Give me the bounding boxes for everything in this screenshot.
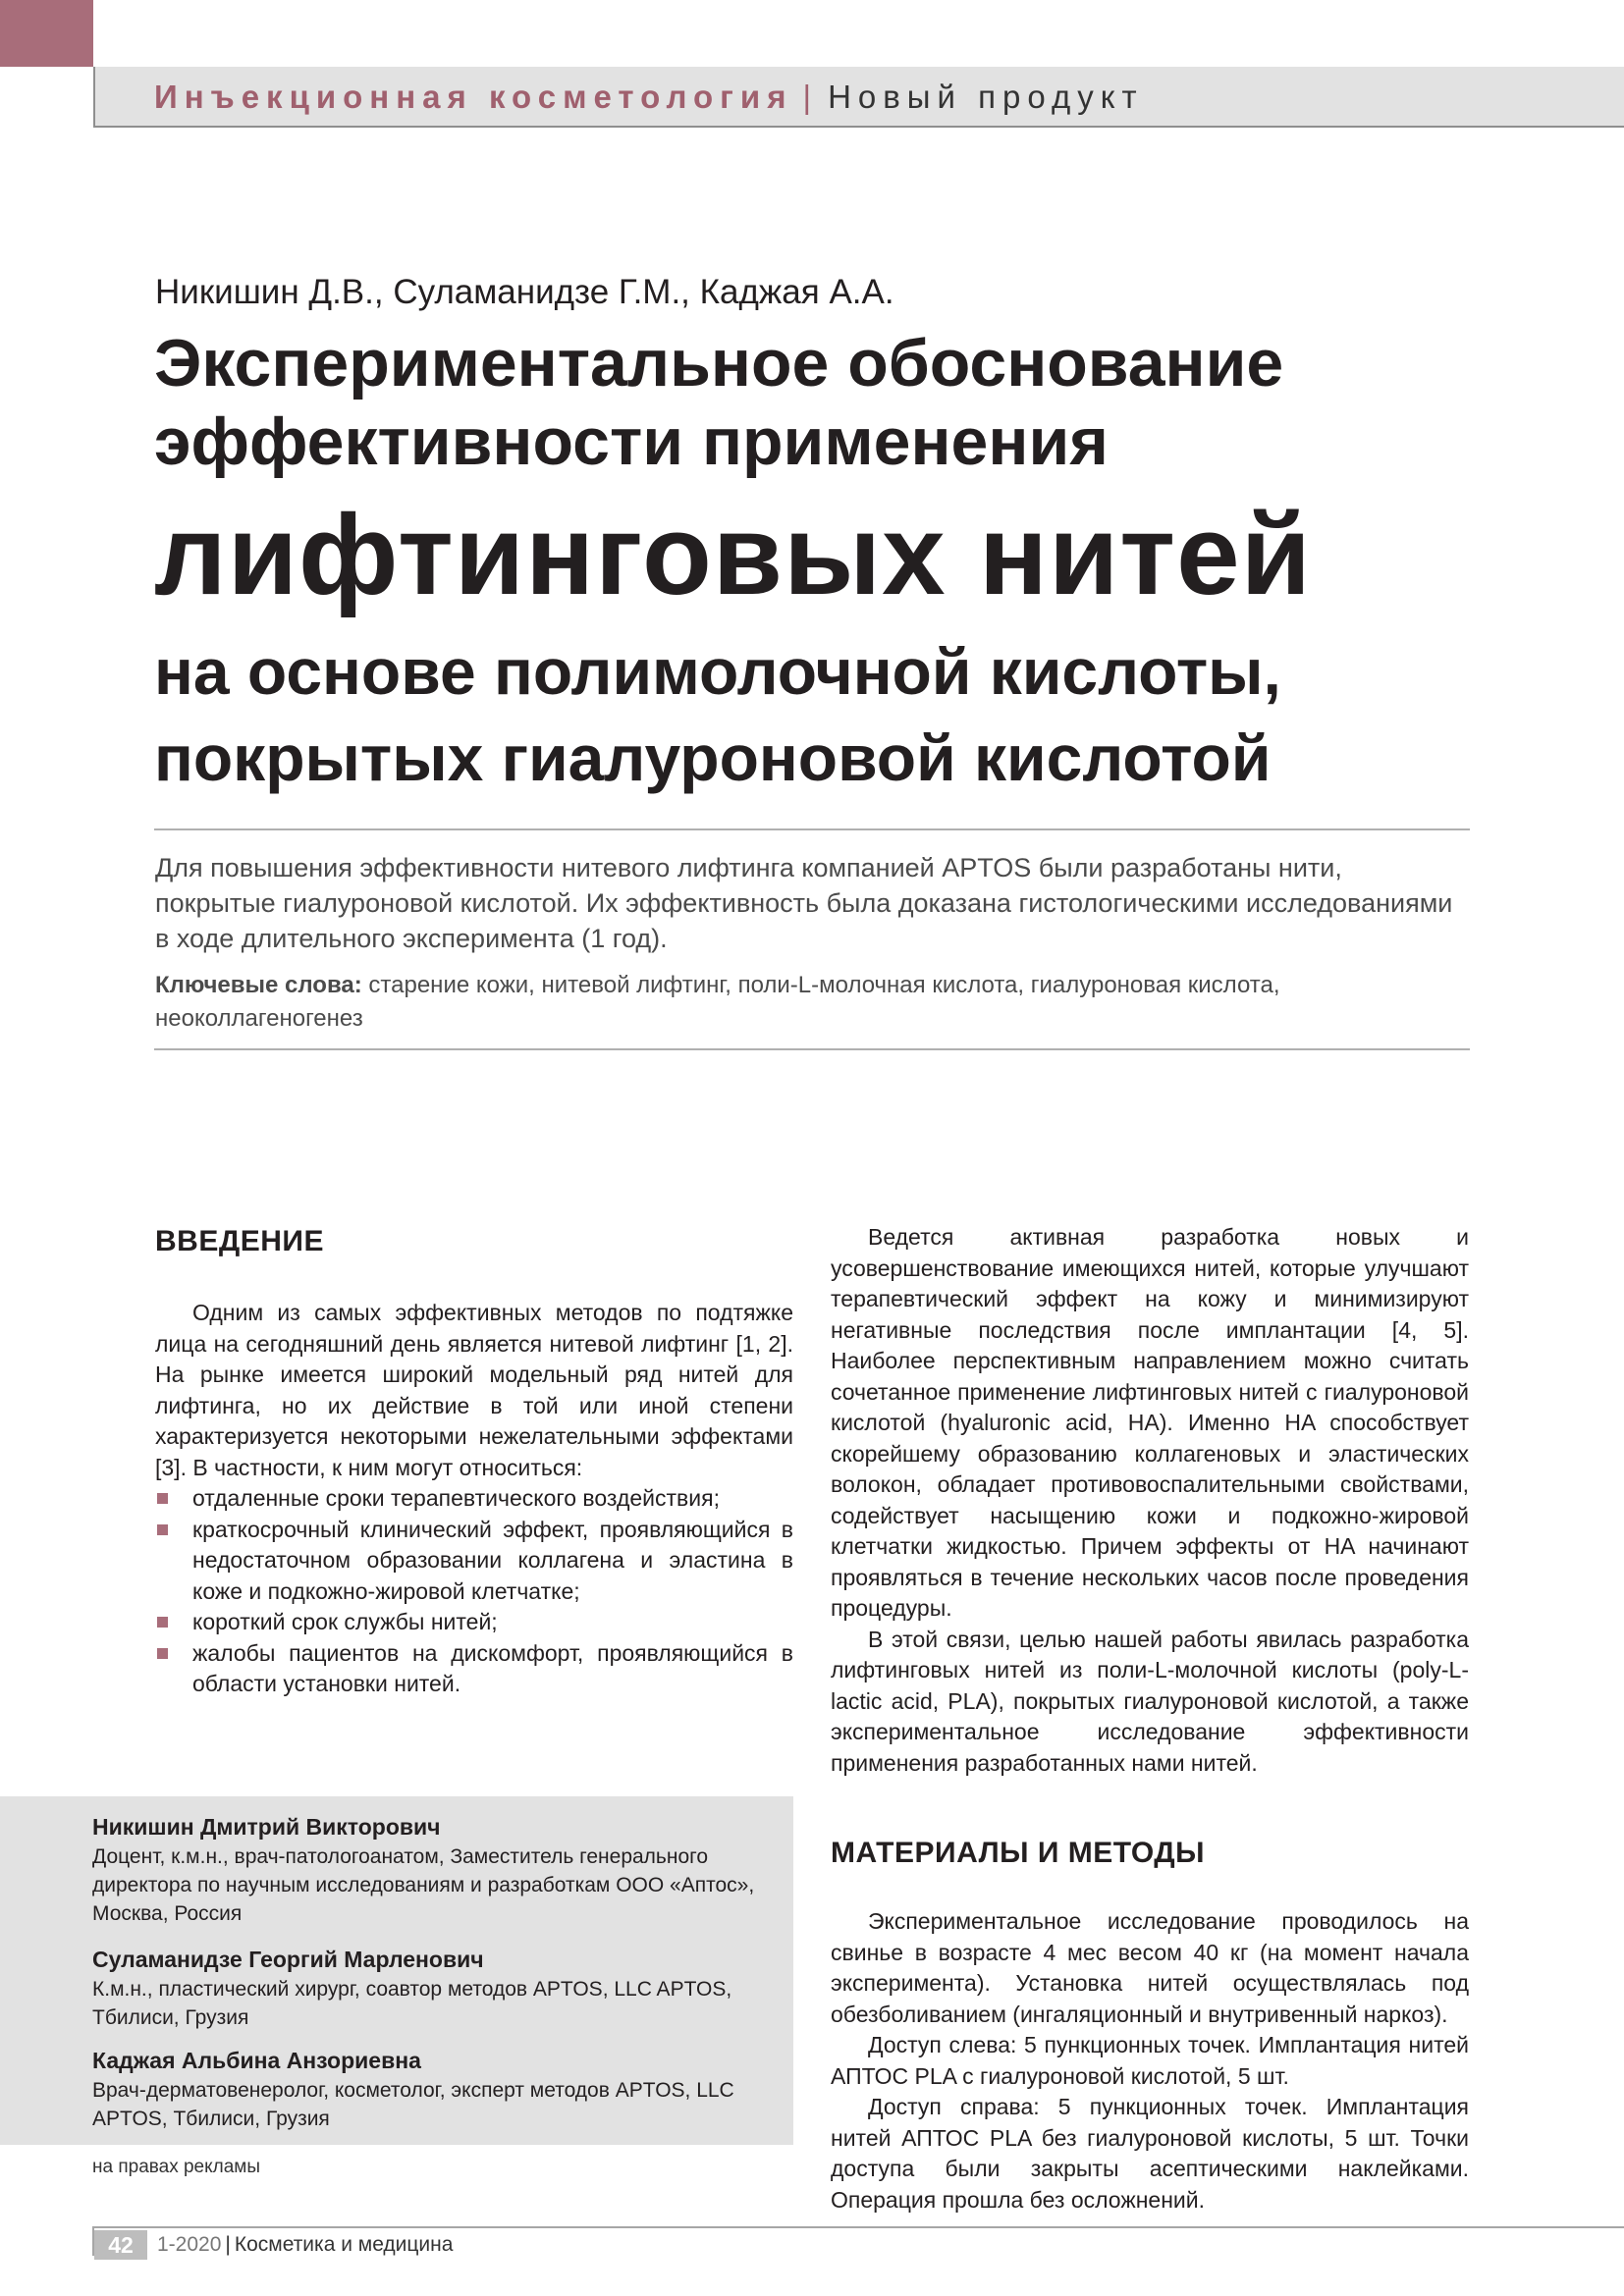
lead-top-divider [154, 828, 1470, 830]
author-info-box [0, 1796, 793, 2145]
methods-paragraph-3: Доступ справа: 5 пункционных точек. Имплантация нитей АПТОС PLA без гиалуроновой кислоты, 5 шт. Точки доступа были закрыты асептическими наклейками. Операция прошла без осложнений. [831, 2094, 1469, 2213]
lead-bottom-divider [154, 1048, 1470, 1050]
corner-accent-block [0, 0, 93, 67]
intro-bullet-list [155, 1483, 793, 1700]
list-item: краткосрочный клинический эффект, проявляющийся в недостаточном образовании коллагена и эластина в коже и подкожно-жировой клетчатке; [155, 1515, 793, 1608]
advertising-note: на правах рекламы [92, 2157, 261, 2177]
author-info-role: Врач-дерматовенеролог, косметолог, эксперт методов APTOS, LLC APTOS, Тбилиси, Грузия [92, 2079, 734, 2130]
running-header [93, 67, 1624, 128]
author-info-entry-2 [92, 1944, 760, 2032]
article-lead: Для повышения эффективности нитевого лифтинга компанией APTOS были разработаны нити, покрытые гиалуроновой кислотой. Их эффективность была доказана гистологическими исследованиями в ходе длительного эксперимента (1 год). [155, 853, 1453, 953]
square-bullet-icon [157, 1617, 168, 1628]
left-column [155, 1222, 793, 1700]
header-text [154, 79, 1144, 116]
author-info-role: Доцент, к.м.н., врач-патологоанатом, Заместитель генерального директора по научным исследованиям и разработкам ООО «Аптос», Москва, Россия [92, 1845, 755, 1925]
author-info-role: К.м.н., пластический хирург, соавтор методов APTOS, LLC APTOS, Тбилиси, Грузия [92, 1978, 732, 2029]
square-bullet-icon [157, 1648, 168, 1659]
article-title [154, 324, 1312, 801]
header-rubric: Новый продукт [828, 79, 1144, 115]
list-item: жалобы пациентов на дискомфорт, проявляющийся в области установки нитей. [155, 1638, 793, 1700]
header-section: Инъекционная косметология [154, 79, 793, 115]
author-info-entry-3 [92, 2045, 760, 2133]
methods-paragraph-2: Доступ слева: 5 пункционных точек. Имплантация нитей АПТОС PLA с гиалуроновой кислотой, 5 шт. [831, 2032, 1469, 2089]
footer-rule [92, 2226, 1624, 2228]
intro-paragraph-1: Одним из самых эффективных методов по подтяжке лица на сегодняшний день является нитевой лифтинг [1, 2]. На рынке имеется широкий модельный ряд нитей для лифтинга, но их действие в той или иной степени характеризуется некоторыми нежелательными эффектами [3]. В частности, к ним могут относиться: [155, 1300, 793, 1480]
keywords-label: Ключевые слова: [155, 972, 362, 998]
author-info-entry-1 [92, 1811, 760, 1928]
title-line-2: эффективности применения [154, 404, 1109, 479]
square-bullet-icon [157, 1524, 168, 1535]
author-info-name: Никишин Дмитрий Викторович [92, 1814, 441, 1840]
title-line-5: покрытых гиалуроновой кислотой [154, 721, 1272, 794]
intro-heading: ВВЕДЕНИЕ [155, 1225, 324, 1257]
methods-paragraph-1: Экспериментальное исследование проводилось на свинье в возрасте 4 мес весом 40 кг (на момент начала эксперимента). Установка нитей осуществлялась под обезболиванием (ингаляционный и внутривенный наркоз). [831, 1908, 1469, 2027]
author-info-name: Суламанидзе Георгий Марленович [92, 1947, 484, 1972]
intro-paragraph-2: Ведется активная разработка новых и усовершенствование имеющихся нитей, которые улучшают терапевтический эффект на кожу и минимизируют негативные последствия после имплантации [4, 5]. Наиболее перспективным направлением можно считать сочетанное применение лифтинговых нитей с гиалуроновой кислотой (hyaluronic acid, HA). Именно HA способствует скорейшему образованию коллагеновых и эластических волокон, обладает противовоспалительными свойствами, содействует насыщению кожи и подкожно-жировой клетчатки жидкостью. Причем эффекты от HA начинают проявляться в течение нескольких часов после проведения процедуры. [831, 1224, 1469, 1621]
title-line-1: Экспериментальное обоснование [154, 326, 1284, 400]
keywords-text: старение кожи, нитевой лифтинг, поли-L-молочная кислота, гиалуроновая кислота, неоколлагеногенез [155, 972, 1280, 1032]
header-left-rule [93, 67, 95, 128]
author-info-name: Каджая Альбина Анзориевна [92, 2048, 421, 2073]
right-column [831, 1222, 1469, 2216]
intro-paragraph-3: В этой связи, целью нашей работы явилась разработка лифтинговых нитей из поли-L-молочной кислоты (poly-L-lactic acid, PLA), покрытых гиалуроновой кислотой, а также экспериментальное исследование эффективности применения разработанных нами нитей. [831, 1626, 1469, 1776]
square-bullet-icon [157, 1493, 168, 1504]
title-line-4: на основе полимолочной кислоты, [154, 635, 1281, 708]
footer-issue: 1-2020 [157, 2233, 222, 2256]
page-number: 42 [94, 2230, 147, 2260]
title-line-3: лифтинговых нитей [154, 491, 1312, 618]
article-keywords [155, 969, 1471, 1036]
footer-separator: | [225, 2233, 231, 2256]
header-separator: | [802, 79, 819, 115]
footer-journal-info [157, 2232, 453, 2258]
article-authors: Никишин Д.В., Суламанидзе Г.М., Каджая А.А. [155, 273, 894, 311]
list-item: короткий срок службы нитей; [155, 1607, 793, 1638]
footer-journal: Косметика и медицина [234, 2233, 454, 2256]
methods-heading: МАТЕРИАЛЫ И МЕТОДЫ [831, 1837, 1206, 1869]
list-item: отдаленные сроки терапевтического воздействия; [155, 1483, 793, 1515]
